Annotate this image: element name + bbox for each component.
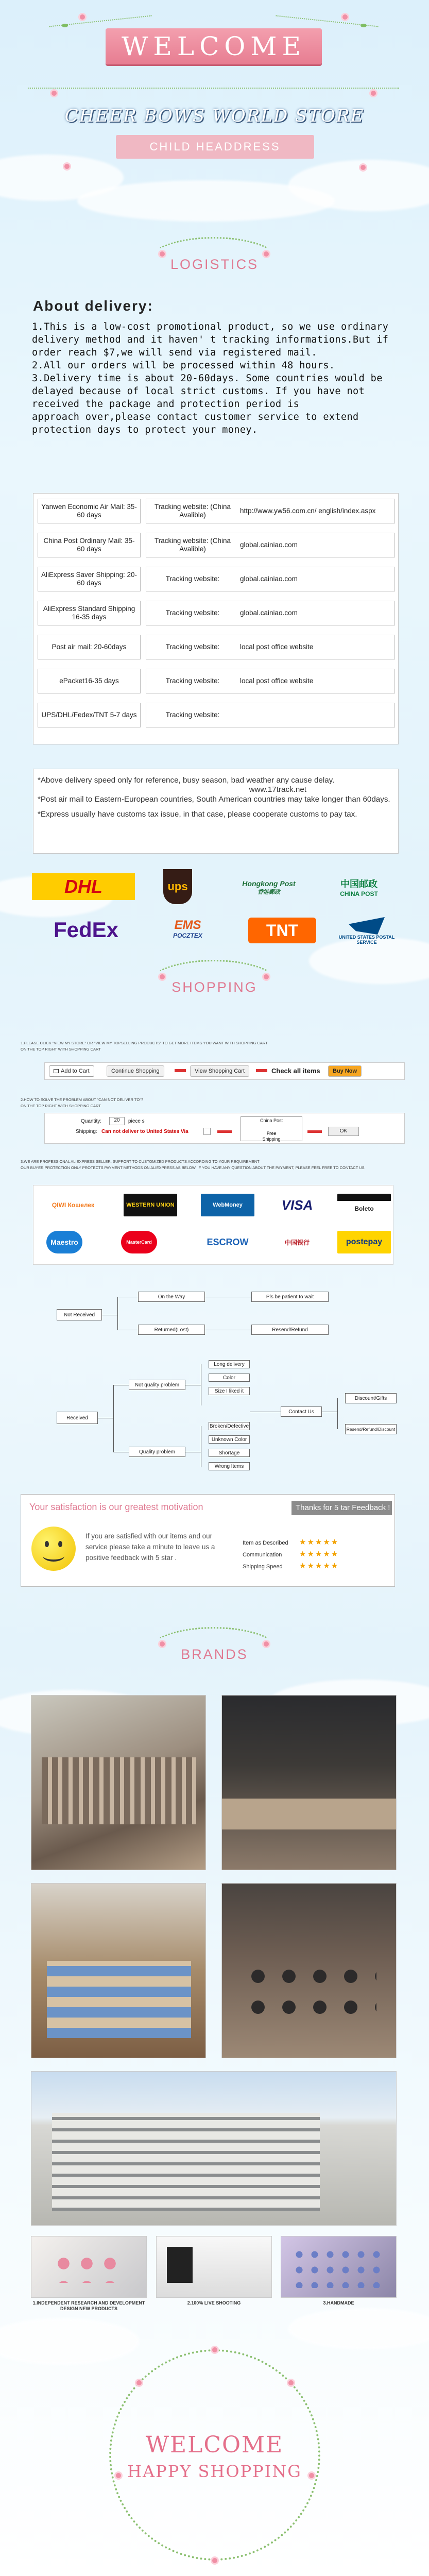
tracking-label: Tracking website:: [165, 677, 220, 685]
flower-icon: [264, 1641, 269, 1647]
hk-post-name: Hongkong Post: [242, 879, 296, 888]
china-post-cn: 中国邮政: [340, 879, 377, 889]
ems-logo: [153, 919, 222, 942]
size-box: Size I liked it: [209, 1387, 250, 1395]
delivery-line: delivery method and it haven' t tracking informations.But if: [32, 334, 389, 345]
shopping-title: SHOPPING: [171, 979, 258, 995]
caption-design: 1.INDEPENDENT RESEARCH AND DEVELOPMENT DESIGN NEW PRODUCTS: [32, 2300, 145, 2311]
ups-logo: ups: [163, 869, 192, 904]
tracking-label: Tracking website:: [165, 575, 220, 583]
tracking-site[interactable]: global.cainiao.com: [240, 609, 298, 617]
rating-row: [243, 1561, 371, 1572]
product-design-photo: [31, 2236, 147, 2298]
tracking-cell: [146, 669, 395, 693]
step3-sub: OUR BUYER PROTECTION ONLY PROTECTS PAYMENT METHODS ON ALIEXPRESS AS BELOW. IF YOU HAVE ANY QUESTION ABOUT THE PAYMENT, PLEASE FEEL FREE TO CONTACT US: [21, 1165, 365, 1170]
tracking-site[interactable]: local post office website: [240, 677, 314, 685]
delivery-line: 2.All our orders will be processed within 48 hours.: [32, 360, 335, 371]
tracking-cell: [146, 601, 395, 625]
caption-live-shooting: 2.100% LIVE SHOOTING: [187, 2300, 241, 2306]
satisfaction-body: If you are satisfied with our items and our service please take a minute to leave us a positive feedback with 5 star .: [85, 1532, 215, 1562]
table-row: [38, 703, 395, 727]
arrow-icon: [256, 1069, 267, 1072]
discount-box: Discount/Gifts: [345, 1393, 397, 1403]
five-star-icon: ★★★★★: [299, 1538, 339, 1547]
flower-icon: [160, 1641, 165, 1647]
quantity-label: Quantity:: [81, 1118, 102, 1124]
leaf-icon: [361, 24, 367, 27]
maestro-logo: Maestro: [46, 1231, 82, 1253]
postepay-logo: postepay: [337, 1231, 391, 1253]
add-to-cart-button[interactable]: [49, 1065, 94, 1077]
usps-name: UNITED STATES POSTAL SERVICE: [338, 935, 395, 945]
wrong-items-box: Wrong Items: [209, 1462, 250, 1470]
tracking-site[interactable]: global.cainiao.com: [240, 541, 298, 549]
table-row: [38, 669, 395, 693]
payment-methods: [33, 1185, 393, 1265]
tracking-cell: [146, 567, 395, 591]
delivery-line: order reach $7,we will send via registered mail.: [32, 347, 317, 358]
delivery-line: 3.Delivery time is about 20-60days. Some countries would be: [32, 373, 383, 384]
flowchart-received: [57, 1360, 397, 1473]
flower-icon: [64, 164, 70, 169]
on-the-way-box: On the Way: [138, 1292, 205, 1302]
table-row: [38, 635, 395, 659]
boleto-logo: Boleto: [337, 1194, 391, 1216]
about-delivery-text: [32, 320, 413, 436]
flower-icon: [160, 974, 165, 979]
ribbon-rolls: [52, 2252, 124, 2283]
rating-row: [243, 1549, 371, 1561]
resend-refund-box: Resend/Refund: [251, 1325, 329, 1335]
store-title: CHEER BOWS WORLD STORE: [64, 106, 365, 126]
smiley-eye: [58, 1541, 62, 1547]
hongkong-post-logo: [230, 876, 307, 899]
tracking-site[interactable]: local post office website: [240, 643, 314, 651]
flower-icon: [264, 974, 269, 979]
caption-handmade: 3.HANDMADE: [323, 2300, 354, 2306]
step2-panel: [44, 1113, 405, 1144]
desk-row: [222, 1799, 397, 1829]
footer-happy-shopping: HAPPY SHOPPING: [127, 2462, 302, 2481]
flower-icon: [288, 2380, 294, 2385]
resend-refund-discount-box: Resend/Refund/Discount: [345, 1424, 397, 1434]
table-row: [38, 601, 395, 625]
tracking-label: Tracking website: (China Avalible): [154, 537, 231, 553]
workshop-photo: [221, 1883, 397, 2058]
flow-line: [337, 1398, 338, 1429]
flower-icon: [212, 2347, 217, 2352]
building-windows: [52, 2113, 320, 2211]
returned-box: Returned(Lost): [138, 1325, 205, 1335]
method-cell: UPS/DHL/Fedex/TNT 5-7 days: [38, 703, 141, 727]
table-row: [38, 567, 395, 591]
delivery-line: 1.This is a low-cost promotional product, so we use ordinary: [32, 321, 389, 332]
tracking-site[interactable]: global.cainiao.com: [240, 575, 298, 583]
tracking-cell: [146, 499, 395, 523]
tracking-site[interactable]: http://www.yw56.com.cn/ english/index.aspx: [240, 507, 376, 515]
bows: [291, 2247, 384, 2288]
box-stack: [47, 1961, 191, 2038]
western-union-logo: WESTERN UNION: [124, 1194, 177, 1216]
logistics-header: [129, 233, 300, 284]
flow-line: [117, 1297, 118, 1330]
method-cell: China Post Ordinary Mail: 35-60 days: [38, 533, 141, 557]
rating-list: [243, 1537, 371, 1572]
thanks-banner: Thanks for 5 tar Feedback !: [291, 1501, 392, 1515]
received-box: Received: [57, 1412, 98, 1424]
webmoney-logo: WebMoney: [201, 1194, 254, 1216]
contact-us-box: Contact Us: [281, 1406, 322, 1417]
delivery-line: received the package and protection period is: [32, 399, 300, 410]
smiley-icon: [31, 1527, 76, 1571]
rating-label: Item as Described: [243, 1540, 288, 1546]
dhl-logo: DHL: [32, 873, 135, 900]
view-cart-button[interactable]: View Shopping Cart: [190, 1065, 249, 1077]
shortage-box: Shortage: [209, 1449, 250, 1457]
flower-icon: [371, 91, 376, 96]
not-quality-box: Not quality problem: [129, 1380, 185, 1390]
long-delivery-box: Long delivery: [209, 1360, 250, 1368]
shelf-row: [42, 1757, 196, 1824]
about-delivery-title: About delivery:: [33, 298, 153, 314]
tracking-label: Tracking website:: [165, 711, 220, 719]
warehouse-photo: [31, 1695, 206, 1870]
dropdown-button[interactable]: [203, 1128, 211, 1135]
quality-box: Quality problem: [129, 1447, 185, 1457]
leaf-icon: [62, 24, 68, 27]
studio-light: [167, 2247, 193, 2283]
shipping-table: [33, 493, 399, 744]
delivery-line: delayed because of local strict customs. If you have not: [32, 386, 365, 397]
tracking-cell: [146, 635, 395, 659]
rating-label: Communication: [243, 1552, 282, 1558]
usps-eagle-icon: [349, 917, 385, 935]
buy-now-button[interactable]: Buy Now: [328, 1065, 362, 1077]
note-2: *Post air mail to Eastern-European countries, South American countries may take longer than 60days.: [38, 795, 390, 804]
flower-icon: [136, 2380, 142, 2385]
carrier-logos: [32, 873, 397, 963]
note-1: *Above delivery speed only for reference, busy season, bad weather any cause delay.: [38, 776, 335, 785]
method-cell: AliExpress Standard Shipping 16-35 days: [38, 601, 141, 625]
usps-logo: [336, 916, 398, 946]
five-star-icon: ★★★★★: [299, 1562, 339, 1570]
shipping-label: Shipping:: [76, 1129, 97, 1134]
rating-row: [243, 1537, 371, 1549]
flower-icon: [52, 91, 57, 96]
method-cell: Post air mail: 20-60days: [38, 635, 141, 659]
broken-box: Broken/Defective: [209, 1422, 250, 1430]
check-all-label: Check all items: [271, 1067, 320, 1075]
hk-post-cn: 香港郵政: [258, 889, 280, 895]
flowchart-not-received: [57, 1291, 397, 1337]
brands-header: [129, 1623, 300, 1674]
china-post-option[interactable]: [241, 1116, 302, 1141]
delivery-line: protection days to protect your money.: [32, 425, 258, 435]
ems-name: EMS: [174, 918, 201, 932]
china-post-en: CHINA POST: [340, 890, 378, 897]
method-cell: ePacket16-35 days: [38, 669, 141, 693]
bank-of-china-logo: 中国银行: [284, 1239, 310, 1246]
cannot-deliver-text: Can not deliver to United States Via: [101, 1129, 188, 1134]
fedex-logo: FedEx: [53, 917, 119, 942]
ok-button[interactable]: OK: [328, 1127, 359, 1136]
office-photo: [221, 1695, 397, 1870]
note-tracking-site[interactable]: www.17track.net: [249, 785, 306, 794]
note-3: *Express usually have customs tax issue, in that case, please cooperate customs to pay tax.: [38, 810, 357, 819]
tnt-logo: TNT: [248, 918, 316, 943]
flower-icon: [212, 2558, 217, 2563]
unknown-color-box: Unknown Color: [209, 1435, 250, 1444]
step1-sub: ON THE TOP RIGHT WITH SHOPPING CART: [21, 1047, 101, 1052]
arrow-icon: [307, 1130, 322, 1133]
pls-wait-box: Pls be patient to wait: [251, 1292, 329, 1302]
step2-sub: ON THE TOP RIGHT WITH SHOPPING CART: [21, 1104, 101, 1108]
step1-text: 1.PLEASE CLICK "VIEW MY STORE" OR "VIEW MY TOPSELLING PRODUCTS" TO GET MORE ITEMS YOU WANT WITH SHOPPING CART: [21, 1041, 268, 1045]
building-photo: [31, 2071, 397, 2226]
satisfaction-card: [21, 1494, 395, 1587]
header-arc-vine: [28, 88, 399, 90]
tracking-label: Tracking website:: [165, 609, 220, 617]
handmade-photo: [281, 2236, 397, 2298]
flower-icon: [342, 14, 348, 20]
storage-photo: [31, 1883, 206, 2058]
continue-shopping-button[interactable]: Continue Shopping: [107, 1065, 164, 1077]
rating-label: Shipping Speed: [243, 1564, 283, 1570]
visa-logo: VISA: [281, 1197, 313, 1213]
tracking-label: Tracking website: (China Avalible): [154, 503, 231, 519]
arrow-icon: [217, 1130, 232, 1133]
delivery-notes: [33, 769, 399, 854]
flow-line: [113, 1385, 114, 1452]
add-to-cart-label: Add to Cart: [61, 1068, 90, 1074]
step1-buttons: [44, 1062, 405, 1080]
china-post-logo: [320, 875, 398, 899]
method-cell: Yanwen Economic Air Mail: 35-60 days: [38, 499, 141, 523]
step2-text: 2.HOW TO SOLVE THE PROBLEM ABOUT "CAN NOT DELIVER TO"?: [21, 1097, 144, 1102]
satisfaction-title: Your satisfaction is our greatest motivation: [29, 1502, 203, 1512]
china-post-option-label: China Post: [260, 1118, 283, 1123]
shopping-header: [129, 956, 300, 1007]
flower-icon: [160, 251, 165, 257]
smiley-eye: [45, 1541, 49, 1547]
logistics-title: LOGISTICS: [170, 257, 259, 272]
footer-welcome: WELCOME: [145, 2432, 284, 2458]
method-cell: AliExpress Saver Shipping: 20-60 days: [38, 567, 141, 591]
workers: [243, 1961, 376, 2023]
photo-studio-photo: [156, 2236, 272, 2298]
flower-icon: [80, 14, 85, 20]
color-box: Color: [209, 1374, 250, 1382]
mastercard-logo: MasterCard: [121, 1231, 157, 1253]
flower-icon: [361, 165, 366, 170]
five-star-icon: ★★★★★: [299, 1550, 339, 1558]
escrow-logo: ESCROW: [207, 1236, 249, 1247]
step3-text: 3.WE ARE PROFESSIONAL ALIEXPRESS SELLER, SUPPORT TO CUSTOMIZED PRODUCTS ACCORDING TO YOUR REQUIREMENT: [21, 1159, 260, 1164]
smiley-mouth: [43, 1550, 64, 1562]
child-headdress-banner: CHILD HEADDRESS: [116, 135, 314, 159]
free-label: Free: [266, 1131, 277, 1136]
table-row: [38, 533, 395, 557]
piece-label: piece s: [128, 1118, 145, 1124]
shipping-text: Shipping: [262, 1137, 281, 1142]
tracking-cell: [146, 533, 395, 557]
delivery-line: approach over,please contact customer service to extend: [32, 412, 359, 422]
cart-icon: [54, 1069, 59, 1073]
flower-icon: [264, 251, 269, 257]
ems-sub: POCZTEX: [173, 932, 202, 939]
table-row: [38, 499, 395, 523]
tracking-cell: [146, 703, 395, 727]
qiwi-logo: QIWI Кошелек: [52, 1201, 95, 1209]
not-received-box: Not Received: [57, 1309, 102, 1320]
welcome-banner: WELCOME: [106, 28, 322, 64]
brands-title: BRANDS: [181, 1647, 248, 1662]
arrow-icon: [175, 1069, 186, 1072]
quantity-field[interactable]: 20: [109, 1117, 125, 1125]
tracking-label: Tracking website:: [165, 643, 220, 651]
